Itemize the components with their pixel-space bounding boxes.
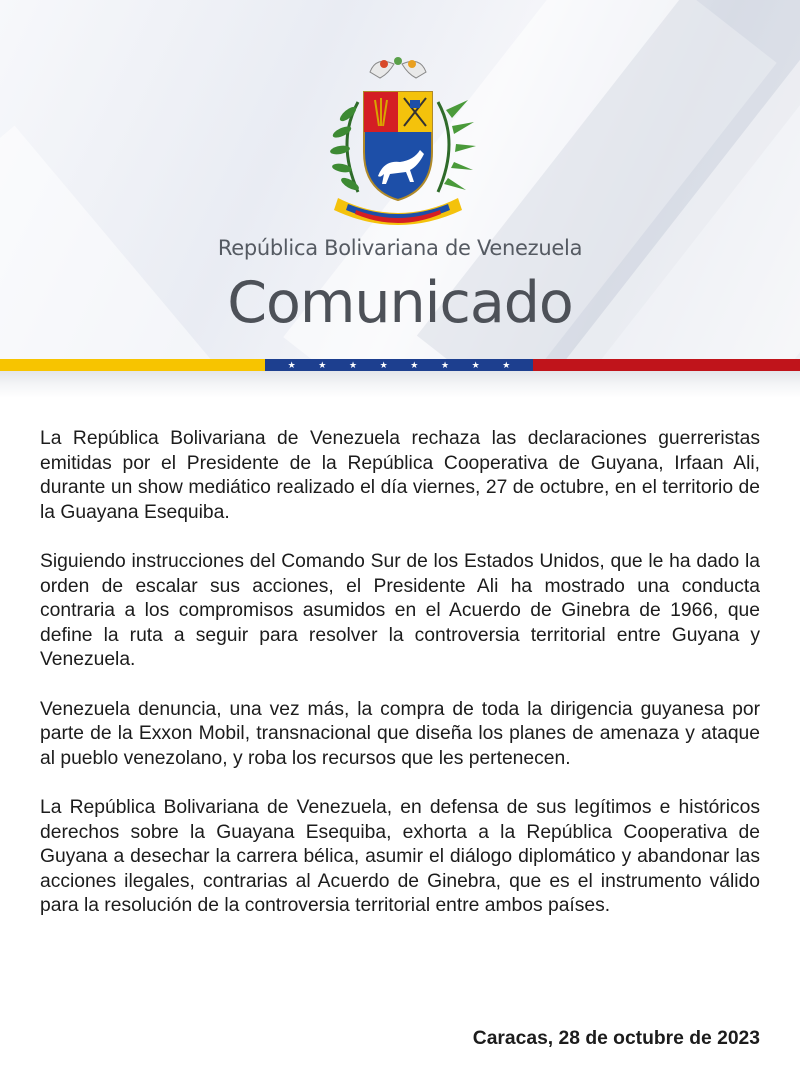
star-icon: ★ <box>410 360 419 370</box>
flag-yellow-band <box>0 359 265 371</box>
flag-stripe <box>0 359 800 371</box>
star-icon: ★ <box>348 360 358 370</box>
star-icon: ★ <box>502 360 511 370</box>
header-shadow <box>0 371 800 398</box>
paragraph: La República Bolivariana de Venezuela rechaza las declaraciones guerreristas emitidas por el Presidente de la República Cooperativa de Guyana, Irfaan Ali, durante un show mediático realizado el día viernes, 27 de octubre, en el territorio de la Guayana Esequiba. <box>40 428 760 523</box>
star-icon: ★ <box>471 360 480 370</box>
paragraph: Venezuela denuncia, una vez más, la compra de toda la dirigencia guyanesa por parte de la Exxon Mobil, transnacional que diseña los planes de amenaza y ataque al pueblo venezolano, y roba los recursos que les pertenecen. <box>40 698 760 769</box>
star-icon: ★ <box>379 360 388 370</box>
coat-of-arms-icon <box>318 52 478 228</box>
flag-red-band <box>533 359 800 371</box>
star-icon: ★ <box>287 360 296 370</box>
paragraph: La República Bolivariana de Venezuela, en defensa de sus legítimos e históricos derechos sobre la Guayana Esequiba, exhorta a la República Cooperativa de Guyana a desechar la carrera bélica, asumir el diálogo diplomático y abandonar las acciones ilegales, contrarias al Acuerdo de Ginebra, que es el instrumento válido para la resolución de la controversia territorial entre ambos países. <box>40 797 760 916</box>
paragraph: Siguiendo instrucciones del Comando Sur de los Estados Unidos, que le ha dado la orden de escalar sus acciones, el Presidente Ali ha mostrado una conducta contraria a los compromisos asumidos en el Acuerdo de Ginebra de 1966, que define la ruta a seguir para resolver la controversia territorial entre Guyana y Venezuela. <box>40 551 760 670</box>
page-title: Comunicado <box>227 270 573 336</box>
statement-body <box>40 427 760 944</box>
star-icon: ★ <box>318 360 327 370</box>
background-facet <box>0 126 285 398</box>
country-name: República Bolivariana de Venezuela <box>217 236 583 260</box>
place-and-date: Caracas, 28 de octubre de 2023 <box>472 1028 760 1049</box>
flag-blue-band <box>265 359 533 371</box>
header-banner <box>0 0 800 398</box>
star-icon: ★ <box>440 360 450 370</box>
